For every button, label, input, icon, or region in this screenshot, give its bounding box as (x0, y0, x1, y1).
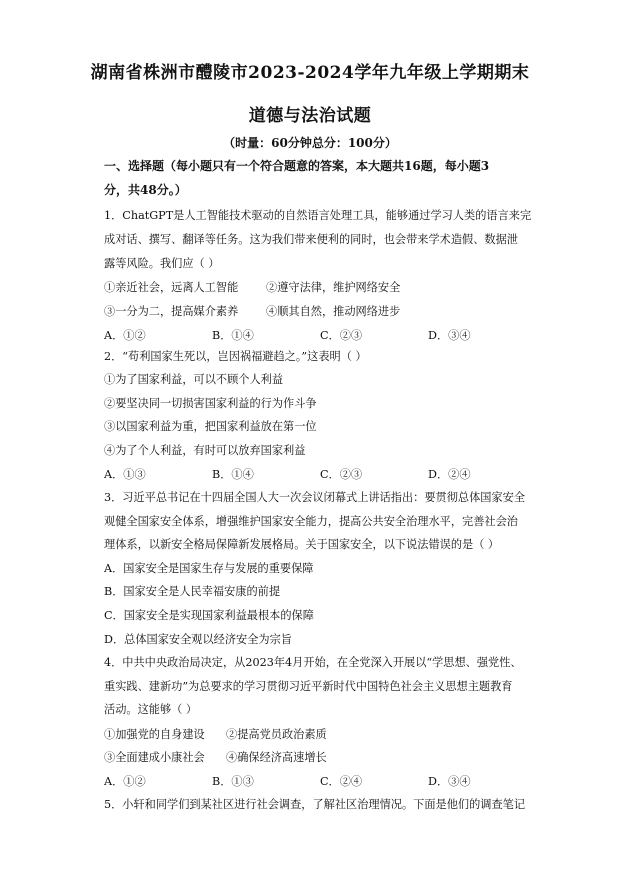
q4-choice-d: D．③④ (428, 775, 471, 788)
q2-statement-4: ④为了个人利益，有时可以放弃国家利益 (104, 444, 306, 457)
q2-statement-2: ②要坚决同一切损害国家利益的行为作斗争 (104, 397, 317, 410)
q4-choice-a: A．①② (104, 775, 146, 788)
q2-choice-a: A．①③ (104, 468, 146, 481)
q1-choice-b: B．①④ (212, 329, 254, 342)
exam-title-line1: 湖南省株洲市醴陵市2023-2024学年九年级上学期期末 (90, 63, 530, 83)
section-heading-line2: 分，共48分。） (104, 183, 187, 197)
q1-statement-1: ①亲近社会，远离人工智能 (104, 281, 239, 294)
q1-choices (104, 327, 524, 343)
q3-choice-c: C．国家安全是实现国家利益最根本的保障 (104, 609, 314, 622)
q4-statement-2: ②提高党员政治素质 (226, 728, 327, 741)
q4-statements-row2 (104, 749, 524, 765)
q4-statements-row1 (104, 726, 524, 742)
exam-title-line2: 道德与法治试题 (248, 106, 372, 126)
q4-statement-3: ③全面建成小康社会 (104, 751, 205, 764)
q1-choice-a: A．①② (104, 329, 146, 342)
q2-choice-c: C．②③ (320, 468, 363, 481)
q2-statement-3: ③以国家利益为重，把国家利益放在第一位 (104, 420, 317, 433)
q2-choice-b: B．①④ (212, 468, 254, 481)
q1-choice-c: C．②③ (320, 329, 363, 342)
exam-time-score: （时量：60分钟总分：100分） (223, 136, 397, 150)
q2-statement-1: ①为了国家利益，可以不顾个人利益 (104, 373, 284, 386)
q4-choices (104, 773, 524, 789)
q4-choice-c: C．②④ (320, 775, 363, 788)
q4-statement-1: ①加强党的自身建设 (104, 728, 205, 741)
q1-statement-4: ④顺其自然，推动网络进步 (266, 305, 401, 318)
q3-choice-d: D．总体国家安全观以经济安全为宗旨 (104, 633, 292, 646)
q3-choice-b: B．国家安全是人民幸福安康的前提 (104, 585, 281, 598)
q2-stem: 2．“苟利国家生死以，岂因祸福避趋之。”这表明（ ） (104, 350, 367, 363)
q3-choice-a: A．国家安全是国家生存与发展的重要保障 (104, 562, 314, 575)
q2-choices (104, 466, 524, 482)
q1-statements-row2 (104, 303, 524, 319)
q3-stem-line3: 理体系，以新安全格局保障新发展格局。关于国家安全，以下说法错误的是（ ） (104, 538, 500, 551)
q4-stem-line1: 4．中共中央政治局决定，从2023年4月开始，在全党深入开展以“学思想、强党性、 (104, 656, 522, 669)
q1-stem-line2: 成对话、撰写、翻译等任务。这为我们带来便利的同时，也会带来学术造假、数据泄 (104, 233, 518, 246)
q4-statement-4: ④确保经济高速增长 (226, 751, 327, 764)
q1-stem-line1: 1．ChatGPT是人工智能技术驱动的自然语言处理工具，能够通过学习人类的语言来完 (104, 209, 532, 222)
q4-stem-line3: 活动。这能够（ ） (104, 703, 198, 716)
q2-choice-d: D．②④ (428, 468, 471, 481)
q5-stem-line1: 5．小轩和同学们到某社区进行社会调查，了解社区治理情况。下面是他们的调查笔记 (104, 798, 526, 811)
q3-stem-line1: 3．习近平总书记在十四届全国人大一次会议闭幕式上讲话指出：要贯彻总体国家安全 (104, 491, 526, 504)
q1-choice-d: D．③④ (428, 329, 471, 342)
q4-stem-line2: 重实践、建新功”为总要求的学习贯彻习近平新时代中国特色社会主义思想主题教育 (104, 680, 513, 693)
q4-choice-b: B．①③ (212, 775, 254, 788)
q1-statement-3: ③一分为二，提高媒介素养 (104, 305, 239, 318)
q1-statements-row1 (104, 279, 524, 295)
q1-statement-2: ②遵守法律，维护网络安全 (266, 281, 401, 294)
q3-stem-line2: 观健全国家安全体系，增强维护国家安全能力，提高公共安全治理水平，完善社会治 (104, 515, 518, 528)
section-heading-line1: 一、选择题（每小题只有一个符合题意的答案，本大题共16题，每小题3 (104, 159, 490, 173)
q1-stem-line3: 露等风险。我们应（ ） (104, 257, 220, 270)
